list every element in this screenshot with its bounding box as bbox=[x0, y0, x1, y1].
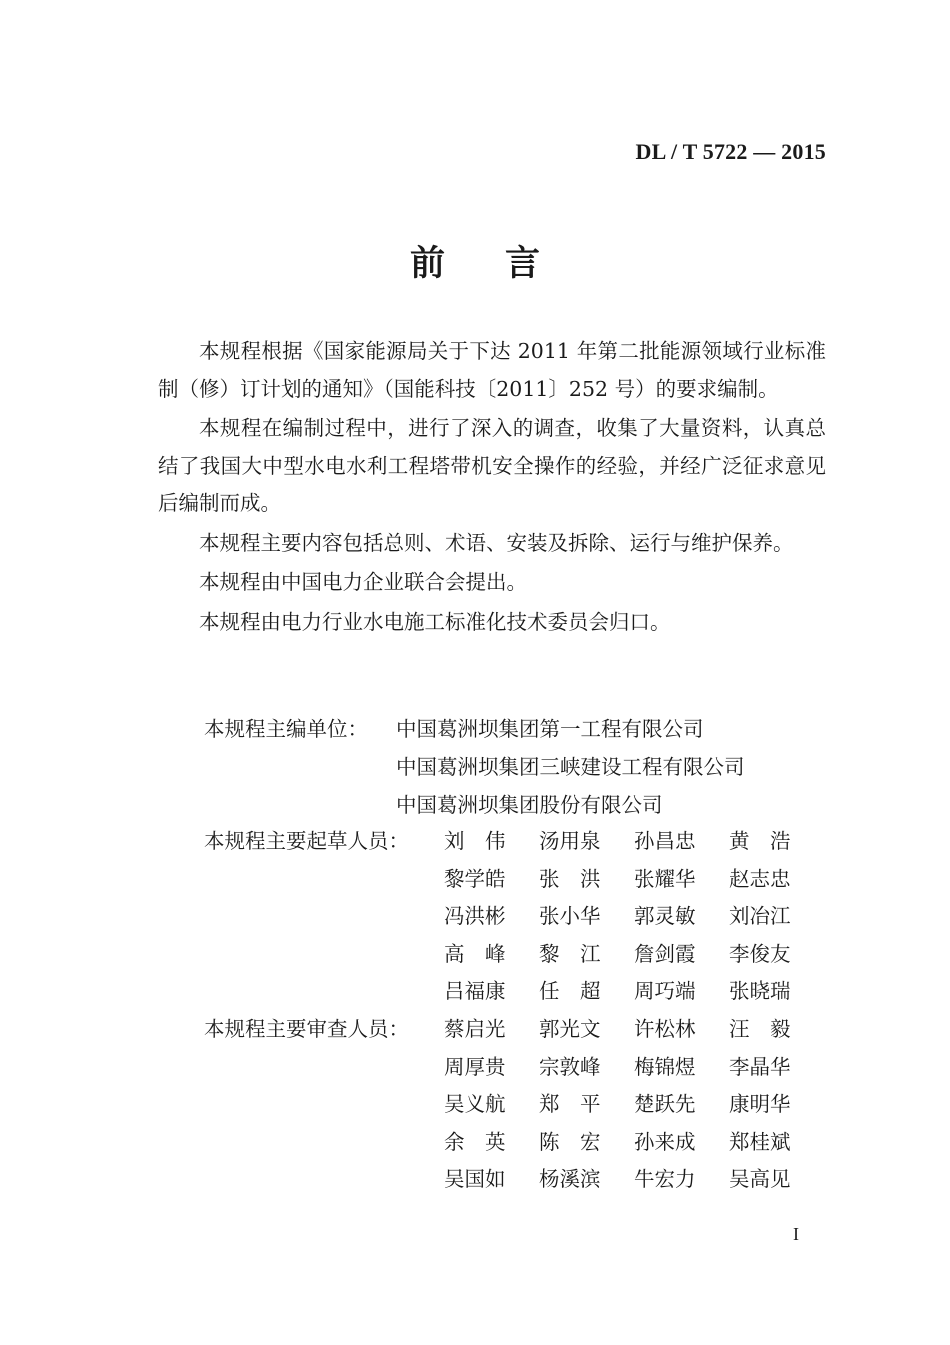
editor-unit: 中国葛洲坝集团股份有限公司 bbox=[396, 793, 663, 817]
person-name: 汪 毅 bbox=[729, 1017, 791, 1041]
person-name: 杨溪滨 bbox=[539, 1167, 601, 1192]
person-name: 牛宏力 bbox=[634, 1167, 696, 1192]
person-name: 梅锦煜 bbox=[634, 1054, 696, 1079]
page-title: 前言 bbox=[409, 243, 600, 284]
chief-editor-units bbox=[158, 710, 745, 824]
editor-unit: 中国葛洲坝集团第一工程有限公司 bbox=[396, 717, 704, 741]
paragraph: 本规程由电力行业水电施工标准化技术委员会归口。 bbox=[199, 609, 671, 634]
page-number: I bbox=[793, 1224, 799, 1244]
person-name: 孙来成 bbox=[634, 1129, 696, 1154]
person-name: 陈 宏 bbox=[539, 1129, 601, 1154]
reviewers-list bbox=[158, 1011, 824, 1199]
paragraph: 本规程根据《国家能源局关于下达 2011 年第二批能源领域行业标准制（修）订计划的通知》（国能科技〔2011〕252 号）的要求编制。 bbox=[158, 339, 826, 401]
paragraph: 本规程在编制过程中，进行了深入的调查，收集了大量资料，认真总结了我国大中型水电水利工程塔带机安全操作的经验，并经广泛征求意见后编制而成。 bbox=[158, 416, 826, 515]
person-name: 余 英 bbox=[444, 1129, 506, 1154]
person-name: 张晓瑞 bbox=[729, 979, 791, 1004]
person-name: 刘 伟 bbox=[444, 829, 506, 853]
person-name: 任 超 bbox=[539, 979, 601, 1004]
paragraph: 本规程由中国电力企业联合会提出。 bbox=[199, 570, 527, 594]
person-name: 郭光文 bbox=[539, 1017, 601, 1041]
person-name: 吴国如 bbox=[444, 1167, 506, 1192]
person-name: 刘冶江 bbox=[729, 904, 791, 929]
person-name: 蔡启光 bbox=[444, 1017, 506, 1041]
person-name: 张 洪 bbox=[539, 866, 601, 891]
reviewers-label: 本规程主要审查人员： bbox=[204, 1017, 409, 1041]
person-name: 黎学皓 bbox=[444, 866, 506, 891]
drafters-list bbox=[158, 823, 824, 1011]
person-name: 孙昌忠 bbox=[634, 829, 696, 853]
person-name: 李俊友 bbox=[729, 941, 791, 966]
paragraph: 本规程主要内容包括总则、术语、安装及拆除、运行与维护保养。 bbox=[199, 530, 794, 555]
person-name: 宗敦峰 bbox=[539, 1054, 601, 1079]
person-name: 许松林 bbox=[634, 1017, 696, 1041]
preface-body bbox=[158, 333, 826, 641]
person-name: 郭灵敏 bbox=[634, 904, 696, 929]
chief-editor-label: 本规程主编单位： bbox=[204, 717, 368, 741]
person-name: 张耀华 bbox=[634, 866, 696, 891]
person-name: 冯洪彬 bbox=[444, 904, 506, 929]
person-name: 詹剑霞 bbox=[634, 941, 696, 966]
editor-unit: 中国葛洲坝集团三峡建设工程有限公司 bbox=[396, 755, 745, 779]
person-name: 楚跃先 bbox=[634, 1092, 696, 1117]
person-name: 吴高见 bbox=[729, 1167, 791, 1192]
person-name: 赵志忠 bbox=[729, 866, 791, 891]
drafters-label: 本规程主要起草人员： bbox=[204, 829, 409, 853]
standard-code: DL / T 5722 — 2015 bbox=[635, 139, 826, 164]
person-name: 黎 江 bbox=[539, 941, 601, 966]
person-name: 汤用泉 bbox=[539, 829, 601, 853]
person-name: 吕福康 bbox=[444, 979, 506, 1004]
person-name: 周巧端 bbox=[634, 979, 696, 1004]
person-name: 吴义航 bbox=[444, 1092, 506, 1117]
person-name: 郑 平 bbox=[539, 1092, 601, 1117]
person-name: 张小华 bbox=[539, 904, 601, 929]
person-name: 郑桂斌 bbox=[729, 1129, 791, 1154]
person-name: 周厚贵 bbox=[444, 1054, 506, 1079]
person-name: 高 峰 bbox=[444, 941, 506, 966]
person-name: 康明华 bbox=[729, 1092, 791, 1117]
person-name: 黄 浩 bbox=[729, 829, 791, 853]
person-name: 李晶华 bbox=[729, 1054, 791, 1079]
